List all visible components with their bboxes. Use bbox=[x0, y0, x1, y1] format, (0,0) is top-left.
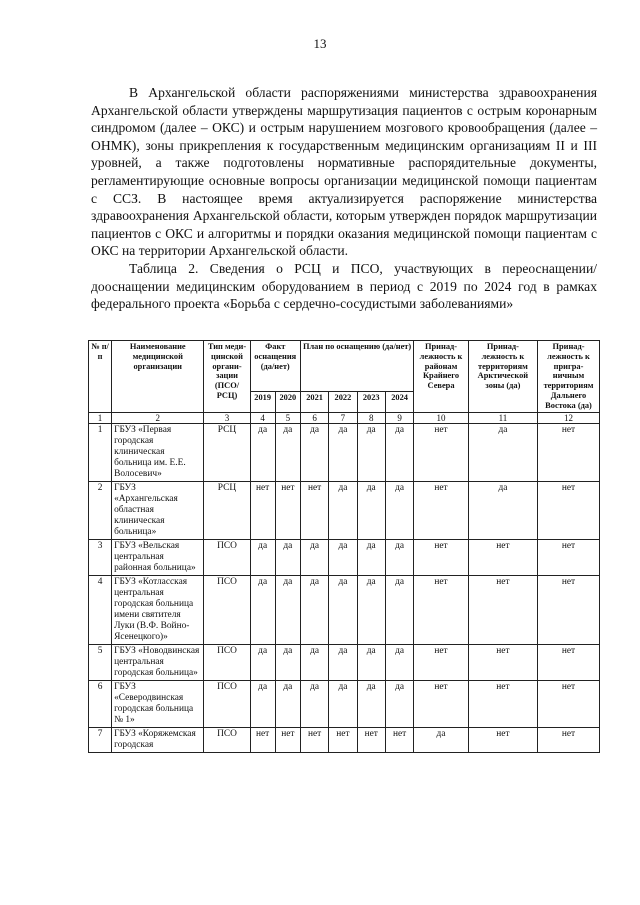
organization-name: ГБУЗ «Коряжемская городская bbox=[112, 727, 204, 752]
arctic-zone: нет bbox=[468, 727, 537, 752]
page-number: 13 bbox=[313, 36, 327, 51]
far-north: нет bbox=[414, 575, 469, 644]
plan-2021: да bbox=[300, 575, 328, 644]
far-east-border: нет bbox=[538, 644, 600, 680]
organization-type: ПСО bbox=[204, 575, 250, 644]
row-number: 4 bbox=[89, 575, 112, 644]
col-number: 10 bbox=[414, 412, 469, 423]
fact-2020: да bbox=[275, 539, 300, 575]
plan-2022: да bbox=[329, 644, 357, 680]
fact-2020: да bbox=[275, 680, 300, 727]
table-body bbox=[89, 423, 600, 752]
far-east-border: нет bbox=[538, 727, 600, 752]
fact-2019: нет bbox=[250, 727, 275, 752]
year-2022: 2022 bbox=[329, 392, 357, 412]
plan-2024: да bbox=[385, 481, 413, 539]
col-number: 12 bbox=[538, 412, 600, 423]
organization-name: ГБУЗ «Архангельская областная клиническая больница» bbox=[112, 481, 204, 539]
plan-2023: да bbox=[357, 680, 385, 727]
fact-2020: нет bbox=[275, 727, 300, 752]
far-north: нет bbox=[414, 481, 469, 539]
col-number: 8 bbox=[357, 412, 385, 423]
fact-2019: да bbox=[250, 680, 275, 727]
organization-name: ГБУЗ «Первая городская клиническая больница им. Е.Е. Волосевич» bbox=[112, 423, 204, 481]
col-number: 6 bbox=[300, 412, 328, 423]
table-row bbox=[89, 539, 600, 575]
plan-2022: да bbox=[329, 423, 357, 481]
organization-name: ГБУЗ «Северодвинская городская больница № 1» bbox=[112, 680, 204, 727]
plan-2022: да bbox=[329, 539, 357, 575]
plan-2021: да bbox=[300, 644, 328, 680]
plan-2024: да bbox=[385, 575, 413, 644]
far-east-border: нет bbox=[538, 423, 600, 481]
header-name: Наименование медицинской организации bbox=[112, 341, 204, 413]
plan-2021: нет bbox=[300, 481, 328, 539]
plan-2023: нет bbox=[357, 727, 385, 752]
row-number: 2 bbox=[89, 481, 112, 539]
header-plan: План по оснащению (да/нет) bbox=[300, 341, 413, 392]
equipment-table bbox=[88, 340, 600, 753]
main-paragraph: В Архангельской области распоряжениями министерства здравоохранения Архангельской области утверждены маршрутизация пациентов с острым коронарным синдромом (далее – ОКС) и острым нарушением мозгового кровообращения (далее – ОНМК), зоны прикрепления к государственным медицинским организациям II и III уровней, а также подготовлены нормативные распорядительные документы, регламентирующие основные вопросы организации медицинской помощи пациентам с ССЗ. В настоящее время актуализируется распоряжение министерства здравоохранения Архангельской области, которым утвержден порядок маршрутизации пациентов с ОКС и алгоритмы и порядки оказания медицинской помощи пациентам с ОКС на территории Архангельской области. bbox=[91, 85, 597, 259]
plan-2024: да bbox=[385, 423, 413, 481]
row-number: 3 bbox=[89, 539, 112, 575]
table-header-row bbox=[89, 341, 600, 392]
far-east-border: нет bbox=[538, 680, 600, 727]
plan-2023: да bbox=[357, 539, 385, 575]
year-2019: 2019 bbox=[250, 392, 275, 412]
header-type: Тип меди-цинской органи-зации (ПСО/ РСЦ) bbox=[204, 341, 250, 413]
year-2024: 2024 bbox=[385, 392, 413, 412]
arctic-zone: да bbox=[468, 423, 537, 481]
organization-type: ПСО bbox=[204, 644, 250, 680]
table-row bbox=[89, 680, 600, 727]
table-row bbox=[89, 481, 600, 539]
year-2023: 2023 bbox=[357, 392, 385, 412]
year-2021: 2021 bbox=[300, 392, 328, 412]
header-arctic: Принад-лежность к территориям Арктической зоны (да) bbox=[468, 341, 537, 413]
arctic-zone: нет bbox=[468, 680, 537, 727]
fact-2020: да bbox=[275, 575, 300, 644]
plan-2021: да bbox=[300, 423, 328, 481]
plan-2022: да bbox=[329, 680, 357, 727]
plan-2021: да bbox=[300, 680, 328, 727]
row-number: 7 bbox=[89, 727, 112, 752]
organization-type: ПСО bbox=[204, 727, 250, 752]
organization-type: ПСО bbox=[204, 680, 250, 727]
table-row bbox=[89, 575, 600, 644]
plan-2024: нет bbox=[385, 727, 413, 752]
arctic-zone: нет bbox=[468, 539, 537, 575]
table-row bbox=[89, 644, 600, 680]
plan-2023: да bbox=[357, 644, 385, 680]
col-number: 9 bbox=[385, 412, 413, 423]
organization-name: ГБУЗ «Котласская центральная городская больница имени святителя Луки (В.Ф. Войно-Ясенецкого)» bbox=[112, 575, 204, 644]
col-number: 4 bbox=[250, 412, 275, 423]
fact-2019: да bbox=[250, 575, 275, 644]
fact-2019: нет bbox=[250, 481, 275, 539]
header-fact: Факт оснащения (да/нет) bbox=[250, 341, 300, 392]
organization-type: РСЦ bbox=[204, 423, 250, 481]
row-number: 5 bbox=[89, 644, 112, 680]
header-fareast: Принад-лежность к пригра-ничным территориям Дальнего Востока (да) bbox=[538, 341, 600, 413]
row-number: 6 bbox=[89, 680, 112, 727]
col-number: 3 bbox=[204, 412, 250, 423]
fact-2020: нет bbox=[275, 481, 300, 539]
col-number: 5 bbox=[275, 412, 300, 423]
plan-2022: да bbox=[329, 481, 357, 539]
arctic-zone: нет bbox=[468, 644, 537, 680]
column-number-row bbox=[89, 412, 600, 423]
far-east-border: нет bbox=[538, 575, 600, 644]
plan-2022: да bbox=[329, 575, 357, 644]
plan-2024: да bbox=[385, 539, 413, 575]
fact-2019: да bbox=[250, 644, 275, 680]
plan-2024: да bbox=[385, 680, 413, 727]
far-east-border: нет bbox=[538, 539, 600, 575]
plan-2023: да bbox=[357, 481, 385, 539]
organization-type: РСЦ bbox=[204, 481, 250, 539]
far-east-border: нет bbox=[538, 481, 600, 539]
far-north: нет bbox=[414, 644, 469, 680]
document-body bbox=[91, 84, 597, 313]
row-number: 1 bbox=[89, 423, 112, 481]
fact-2019: да bbox=[250, 423, 275, 481]
col-number: 2 bbox=[112, 412, 204, 423]
table-caption: Таблица 2. Сведения о РСЦ и ПСО, участвующих в переоснащении/ дооснащении медицинским оборудованием в период с 2019 по 2024 год в рамках федерального проекта «Борьба с сердечно-сосудистыми заболеваниями» bbox=[91, 260, 597, 312]
plan-2024: да bbox=[385, 644, 413, 680]
fact-2020: да bbox=[275, 644, 300, 680]
year-2020: 2020 bbox=[275, 392, 300, 412]
plan-2023: да bbox=[357, 575, 385, 644]
header-num: № п/п bbox=[89, 341, 112, 413]
far-north: нет bbox=[414, 539, 469, 575]
organization-name: ГБУЗ «Вельская центральная районная больница» bbox=[112, 539, 204, 575]
header-north: Принад-лежность к районам Крайнего Севера bbox=[414, 341, 469, 413]
plan-2023: да bbox=[357, 423, 385, 481]
col-number: 7 bbox=[329, 412, 357, 423]
fact-2019: да bbox=[250, 539, 275, 575]
far-north: нет bbox=[414, 680, 469, 727]
fact-2020: да bbox=[275, 423, 300, 481]
table-row bbox=[89, 727, 600, 752]
plan-2021: нет bbox=[300, 727, 328, 752]
col-number: 11 bbox=[468, 412, 537, 423]
plan-2022: нет bbox=[329, 727, 357, 752]
col-number: 1 bbox=[89, 412, 112, 423]
arctic-zone: да bbox=[468, 481, 537, 539]
organization-type: ПСО bbox=[204, 539, 250, 575]
table-row bbox=[89, 423, 600, 481]
plan-2021: да bbox=[300, 539, 328, 575]
organization-name: ГБУЗ «Новодвинская центральная городская больница» bbox=[112, 644, 204, 680]
far-north: да bbox=[414, 727, 469, 752]
far-north: нет bbox=[414, 423, 469, 481]
arctic-zone: нет bbox=[468, 575, 537, 644]
